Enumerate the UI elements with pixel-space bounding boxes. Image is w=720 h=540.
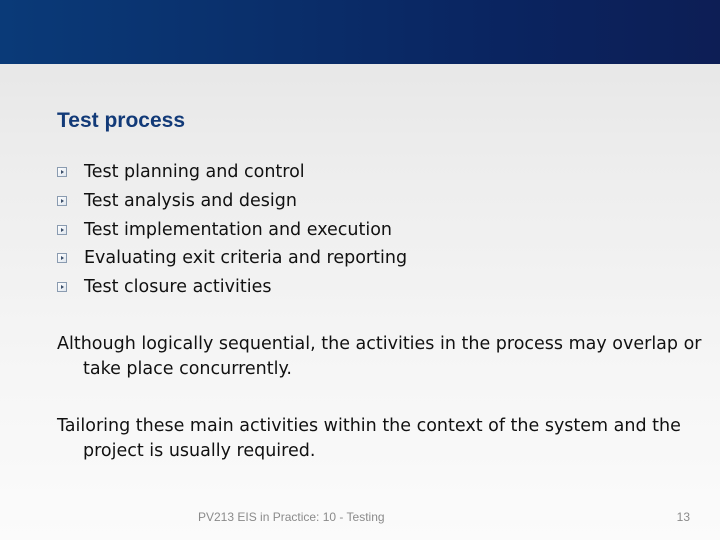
footer-course-label: PV213 EIS in Practice: 10 - Testing [198, 510, 385, 524]
bullet-text: Test analysis and design [84, 190, 297, 211]
slide-title: Test process [57, 109, 185, 132]
bullet-arrow-icon [57, 167, 67, 177]
bullet-text: Test planning and control [84, 162, 305, 182]
bullet-arrow-icon [57, 225, 67, 235]
bullet-list [57, 158, 407, 302]
bullet-arrow-icon [57, 196, 67, 206]
page-number: 13 [676, 510, 690, 524]
bullet-arrow-icon [57, 282, 67, 292]
bullet-text: Test implementation and execution [84, 219, 393, 240]
bullet-item [57, 158, 407, 187]
bullet-text: Test closure activities [84, 277, 272, 298]
bullet-item [57, 216, 407, 245]
bullet-item [57, 273, 407, 302]
bullet-text: Evaluating exit criteria and reporting [84, 248, 408, 269]
body-paragraph: Although logically sequential, the activities in the process may overlap or take place concurrently. [57, 334, 702, 379]
bullet-arrow-icon [57, 253, 67, 263]
header-bar [0, 0, 720, 64]
body-paragraph: Tailoring these main activities within the context of the system and the project is usually required. [57, 416, 681, 461]
bullet-item [57, 187, 407, 216]
bullet-item [57, 244, 407, 273]
